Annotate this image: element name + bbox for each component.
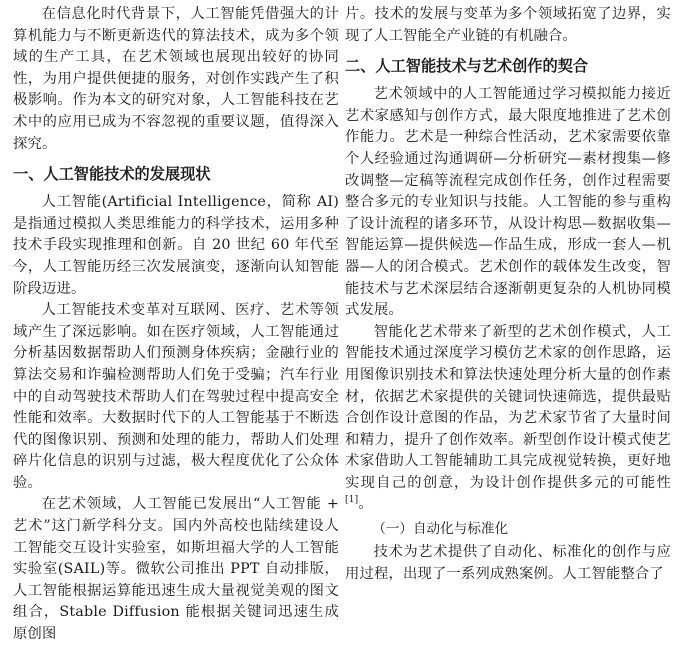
citation-ref[interactable]: [1] xyxy=(345,495,359,506)
ai-definition-paragraph: 人工智能(Artificial Intelligence，简称 AI)是指通过模拟人类思维能力的科学技术，运用多种技术手段实现推理和创新。自 20 世纪 60 年代至今，人工智能历经三次发展演变，逐渐向认知智能阶段迈进。 xyxy=(13,194,339,297)
art-creation-paragraph: 艺术领域中的人工智能通过学习模拟能力接近艺术家感知与创作方式，最大限度地推进了艺术创作能力。艺术是一种综合性活动，艺术家需要依靠个人经验通过沟通调研—分析研究—素材搜集—修改调整—定稿等流程完成创作任务，创作过程需要整合多元的专业知识与技能。人工智能的参与重构了设计流程的诸多环节，从设计构思—数据收集—智能运算—提供候选—作品生成，形成一套人—机器—人的闭合模式。艺术创作的载体发生改变，智能技术与艺术深层结合逐渐朝更复杂的人机协同模式发展。 xyxy=(345,86,671,319)
art-field-paragraph: 在艺术领域，人工智能已发展出“人工智能 + 艺术”这门新学科分支。国内外高校也陆续建设人工智能交互设计实验室，如斯坦福大学的人工智能实验室(SAIL)等。微软公司推出 PPT 自动排版，人工智能根据运算能迅速生成大量视觉美观的图文组合，Stable Diffusion 能根据关键词迅速生成原创图 xyxy=(13,496,339,643)
left-column xyxy=(13,4,339,646)
new-mode-paragraph xyxy=(345,322,671,516)
intro-paragraph: 在信息化时代背景下，人工智能凭借强大的计算机能力与不断更新迭代的算法技术，成为多个领域的生产工具，在艺术领域也展现出较好的协同性，为用户提供便捷的服务，对创作实践产生了积极影响。作为本文的研究对象，人工智能科技在艺术中的应用已成为不容忽视的重要议题，值得深入探究。 xyxy=(13,6,339,152)
automation-paragraph: 技术为艺术提供了自动化、标准化的创作与应用过程，出现了一系列成熟案例。人工智能整合了 xyxy=(345,544,671,582)
continued-paragraph: 片。技术的发展与变革为多个领域拓宽了边界，实现了人工智能全产业链的有机融合。 xyxy=(345,6,671,44)
industries-paragraph: 人工智能技术变革对互联网、医疗、艺术等领域产生了深远影响。如在医疗领域，人工智能通过分析基因数据帮助人们预测身体疾病；金融行业的算法交易和诈骗检测帮助人们免于受骗；汽车行业中的自动驾驶技术帮助人们在驾驶过程中提高安全性能和效率。大数据时代下的人工智能基于不断迭代的图像识别、预测和处理的能力，帮助人们处理碎片化信息的识别与过滤，极大程度优化了公众体验。 xyxy=(13,302,339,491)
subheading-automation: （一）自动化与标准化 xyxy=(372,521,509,538)
section-heading-art-creation: 二、人工智能技术与艺术创作的契合 xyxy=(345,57,588,76)
new-mode-end: 。 xyxy=(358,496,373,513)
new-mode-text: 智能化艺术带来了新型的艺术创作模式，人工智能技术通过深度学习模仿艺术家的创作思路，运用图像识别技术和算法快速处理分析大量的创作素材，依据艺术家提供的关键词快速筛选，提供最贴合创作设计意图的作品，为艺术家节省了大量时间和精力，提升了创作效率。新型创作设计模式使艺术家借助人工智能辅助工具完成视觉转换，更好地实现自己的创意，为设计创作提供多元的可能性 xyxy=(345,323,671,491)
section-heading-development: 一、人工智能技术的发展现状 xyxy=(13,165,211,184)
right-column xyxy=(345,4,671,585)
